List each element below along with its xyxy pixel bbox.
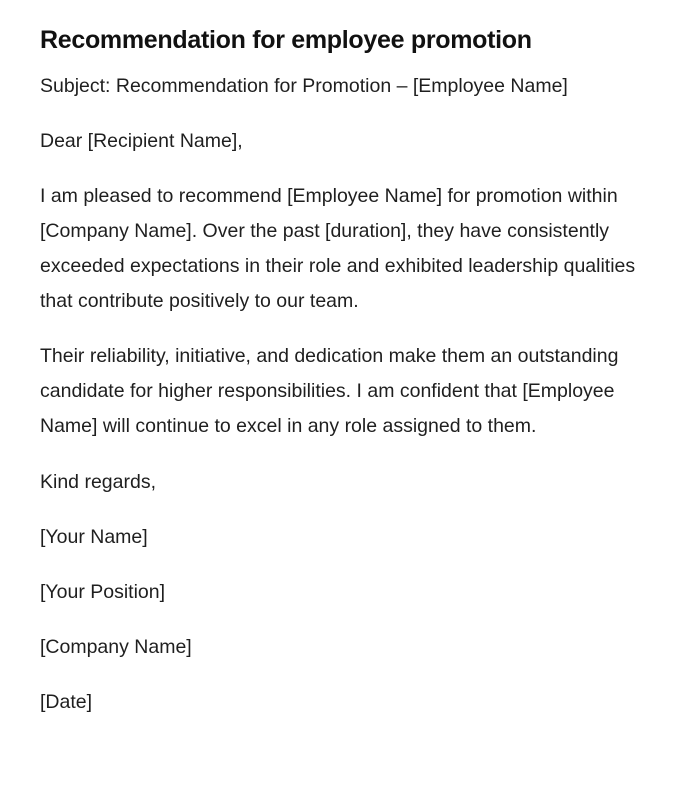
signature-position: [Your Position]	[40, 581, 166, 603]
greeting-line: Dear [Recipient Name],	[40, 130, 243, 152]
body-paragraph-2: Their reliability, initiative, and dedication make them an outstanding candidate for higher responsibilities. I am confident that [Employee Name] will continue to excel in any role assigned to them.	[40, 345, 619, 437]
letter-document	[40, 22, 660, 720]
signature-name: [Your Name]	[40, 526, 148, 548]
signature-date: [Date]	[40, 691, 93, 713]
document-title: Recommendation for employee promotion	[40, 26, 532, 54]
closing-line: Kind regards,	[40, 471, 156, 493]
subject-line: Subject: Recommendation for Promotion – [Employee Name]	[40, 75, 568, 97]
signature-company: [Company Name]	[40, 636, 192, 658]
body-paragraph-1: I am pleased to recommend [Employee Name] for promotion within [Company Name]. Over the past [duration], they have consistently exceeded expectations in their role and exhibited leadership qualities that contribute positively to our team.	[40, 185, 636, 312]
